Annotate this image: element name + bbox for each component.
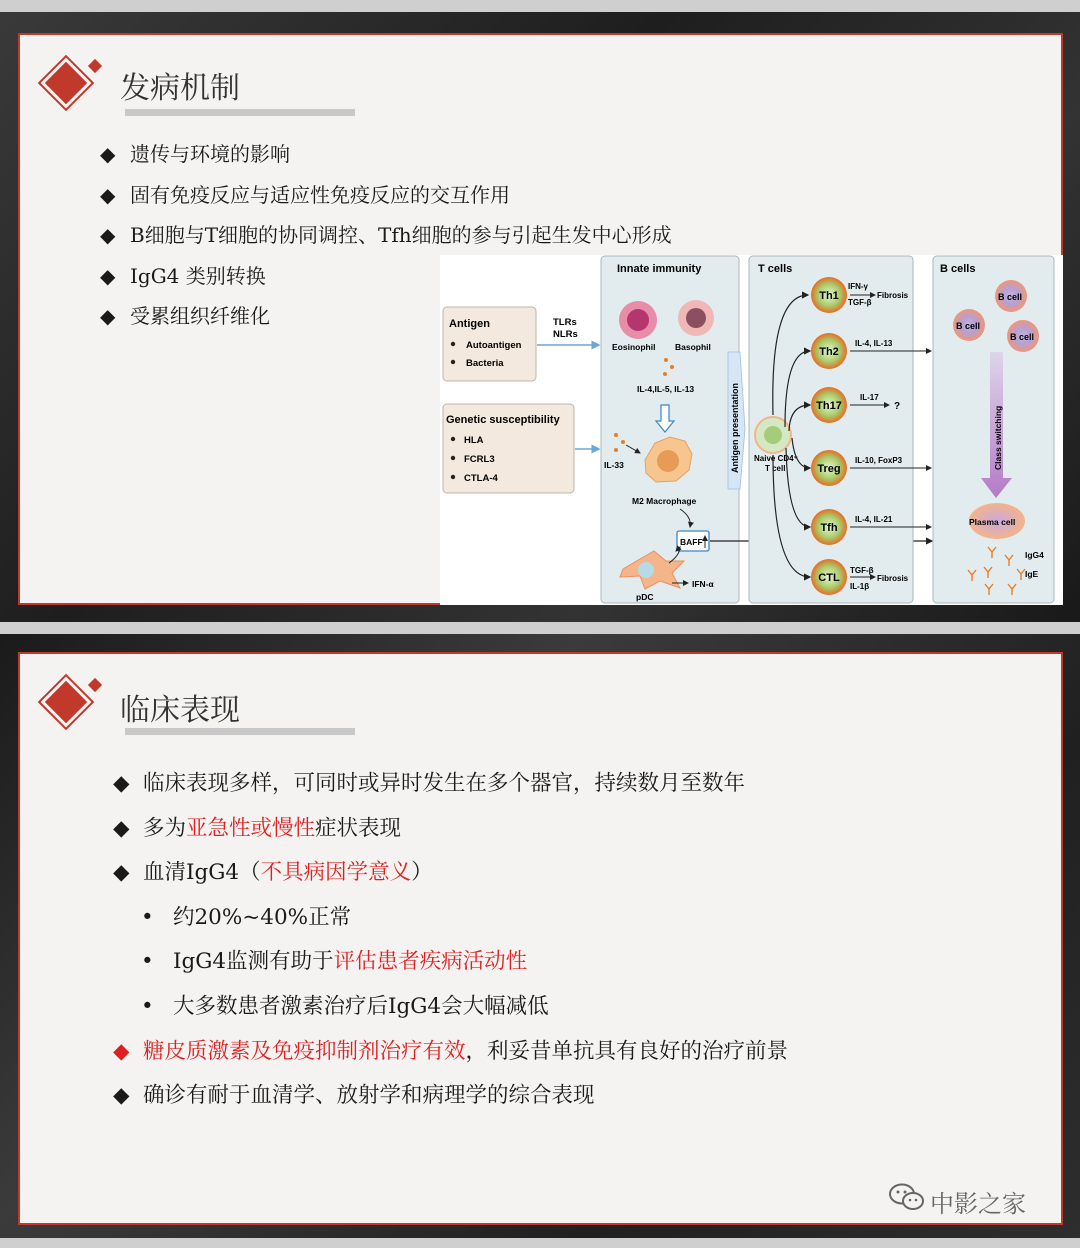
macrophage-label: M2 Macrophage	[632, 496, 697, 506]
basophil-label: Basophil	[675, 342, 711, 352]
innate-title: Innate immunity	[617, 263, 702, 275]
pathogenesis-diagram	[440, 255, 1063, 605]
title-underline	[125, 109, 355, 116]
receptor-label: TLRs	[553, 317, 577, 328]
bullet-text: 受累组织纤维化	[130, 304, 270, 328]
bullet-text: 多为	[143, 815, 187, 841]
tcell-subset-name: Th17	[816, 400, 842, 412]
cytokine-label: IL-4, IL-13	[855, 339, 893, 348]
pathogenesis-bullet	[100, 175, 672, 216]
bullet-text: 确诊有耐于血清学、放射学和病理学的综合表现	[143, 1083, 595, 1109]
bullet-dot-icon: •	[141, 993, 154, 1019]
plasma-cell-label: Plasma cell	[969, 517, 1016, 527]
bcells-title: B cells	[940, 263, 976, 275]
clinical-bullet-list	[113, 762, 788, 1119]
bullet-diamond-icon: ◆	[113, 1038, 130, 1064]
diamond-logo-icon	[42, 59, 102, 109]
clinical-bullet	[113, 1030, 788, 1075]
bullet-diamond-icon: ◆	[113, 860, 130, 886]
tcells-title: T cells	[758, 263, 793, 275]
cytokine-label: IL-4,IL-5, IL-13	[637, 384, 695, 394]
bullet-text: 血清IgG4（	[143, 860, 261, 886]
gene-item: FCRL3	[464, 454, 495, 465]
bullet-diamond-icon: ◆	[113, 1083, 130, 1109]
pathogenesis-bullet	[100, 215, 672, 256]
slide-clinical-features	[18, 652, 1063, 1225]
cytokine-label: IL-1β	[850, 582, 870, 591]
bcell-label: B cell	[998, 292, 1023, 302]
naive-label: Naive CD4⁺	[754, 454, 798, 463]
cytokine-label: IFN-γ	[848, 282, 868, 291]
tcell-subset-name: Treg	[817, 463, 841, 475]
cytokine-label: IL-17	[860, 393, 879, 402]
bullet-diamond-icon: ◆	[100, 263, 116, 288]
diamond-logo-icon	[42, 678, 102, 728]
bullet-diamond-icon: ◆	[100, 223, 116, 247]
bullet-text: 临床表现多样，可同时或异时发生在多个器官，持续数月至数年	[143, 771, 746, 796]
ifna-label: IFN-α	[692, 579, 714, 589]
il33-label: IL-33	[604, 460, 624, 470]
bullet-text: B细胞与T细胞的协同调控、Tfh细胞的参与引起生发中心形成	[130, 223, 672, 247]
bullet-diamond-icon: ◆	[100, 304, 116, 328]
pathogenesis-bullet	[100, 134, 672, 175]
clinical-bullet	[113, 1074, 788, 1119]
clinical-bullet	[113, 851, 788, 896]
bullet-dot-icon: •	[141, 904, 154, 930]
cytokine-label: TGF-β	[850, 566, 874, 575]
bullet-text: 固有免疫反应与适应性免疫反应的交互作用	[130, 182, 510, 207]
genetic-title: Genetic susceptibility	[446, 414, 560, 426]
clinical-sub-bullet	[113, 896, 788, 941]
bullet-text: IgG4 类别转换	[130, 263, 266, 288]
bullet-diamond-icon: ◆	[113, 771, 130, 796]
tcell-subset-name: Th2	[819, 346, 839, 358]
unknown-label: ?	[894, 401, 901, 412]
bullet-text: 症状表现	[315, 815, 402, 841]
baff-label: BAFF	[680, 537, 703, 547]
bullet-text: 约20%~40%正常	[173, 904, 352, 930]
cytokine-label: TGF-β	[848, 298, 872, 307]
innate-immunity-panel	[601, 256, 739, 603]
separator-middle	[0, 622, 1080, 634]
highlight-text: 评估患者疾病活动性	[333, 949, 528, 975]
b-cells-panel	[933, 256, 1054, 603]
gene-item: CTLA-4	[464, 473, 498, 484]
antigen-title: Antigen	[449, 318, 490, 330]
antigen-presentation-label: Antigen presentation	[730, 382, 740, 473]
tcell-subset-name: CTL	[818, 572, 840, 584]
wechat-icon	[888, 1182, 926, 1212]
bullet-text: 遗传与环境的影响	[130, 142, 290, 166]
cytokine-label: IL-10, FoxP3	[855, 456, 903, 465]
antigen-box	[443, 307, 536, 381]
bullet-diamond-icon: ◆	[100, 182, 116, 207]
cytokine-label: IL-4, IL-21	[855, 515, 893, 524]
clinical-bullet	[113, 807, 788, 852]
bullet-dot-icon: •	[141, 949, 154, 975]
clinical-bullet	[113, 762, 788, 807]
watermark-text: 中影之家	[930, 1190, 1026, 1218]
bcell-label: B cell	[956, 321, 981, 331]
igg4-label: IgG4	[1025, 550, 1044, 560]
pdc-label: pDC	[636, 592, 654, 602]
antigen-item: Autoantigen	[466, 340, 522, 351]
receptor-label: NLRs	[553, 329, 578, 340]
title-underline	[125, 728, 355, 735]
clinical-sub-bullet	[113, 940, 788, 985]
slide-title: 发病机制	[120, 71, 240, 106]
antigen-item: Bacteria	[466, 358, 504, 369]
genetic-susceptibility-box	[443, 404, 574, 493]
gene-item: HLA	[464, 435, 484, 446]
clinical-sub-bullet	[113, 985, 788, 1030]
ige-label: IgE	[1025, 569, 1039, 579]
bullet-text: ，利妥昔单抗具有良好的治疗前景	[465, 1038, 789, 1064]
t-cells-panel	[749, 256, 931, 603]
bullet-diamond-icon: ◆	[113, 815, 130, 841]
bcell-label: B cell	[1010, 332, 1035, 342]
tcell-subset-name: Tfh	[820, 522, 838, 534]
tcell-subset-name: Th1	[819, 290, 839, 302]
highlight-text: 糖皮质激素及免疫抑制剂治疗有效	[143, 1038, 466, 1064]
bullet-text: ）	[411, 860, 433, 886]
highlight-text: 不具病因学意义	[260, 860, 412, 886]
watermark	[888, 1182, 1058, 1216]
bullet-text: 大多数患者激素治疗后IgG4会大幅减低	[173, 993, 549, 1019]
class-switching-label: Class switching	[993, 405, 1003, 470]
highlight-text: 亚急性或慢性	[186, 815, 316, 841]
fibrosis-label: Fibrosis	[877, 291, 909, 300]
eosinophil-label: Eosinophil	[612, 342, 656, 352]
slide-title: 临床表现	[120, 693, 240, 728]
bullet-diamond-icon: ◆	[100, 142, 116, 166]
separator-top	[0, 0, 1080, 12]
bullet-text: IgG4监测有助于	[173, 949, 334, 975]
fibrosis-label: Fibrosis	[877, 574, 909, 583]
naive-label: T cell	[765, 464, 786, 473]
separator-bottom	[0, 1238, 1080, 1248]
